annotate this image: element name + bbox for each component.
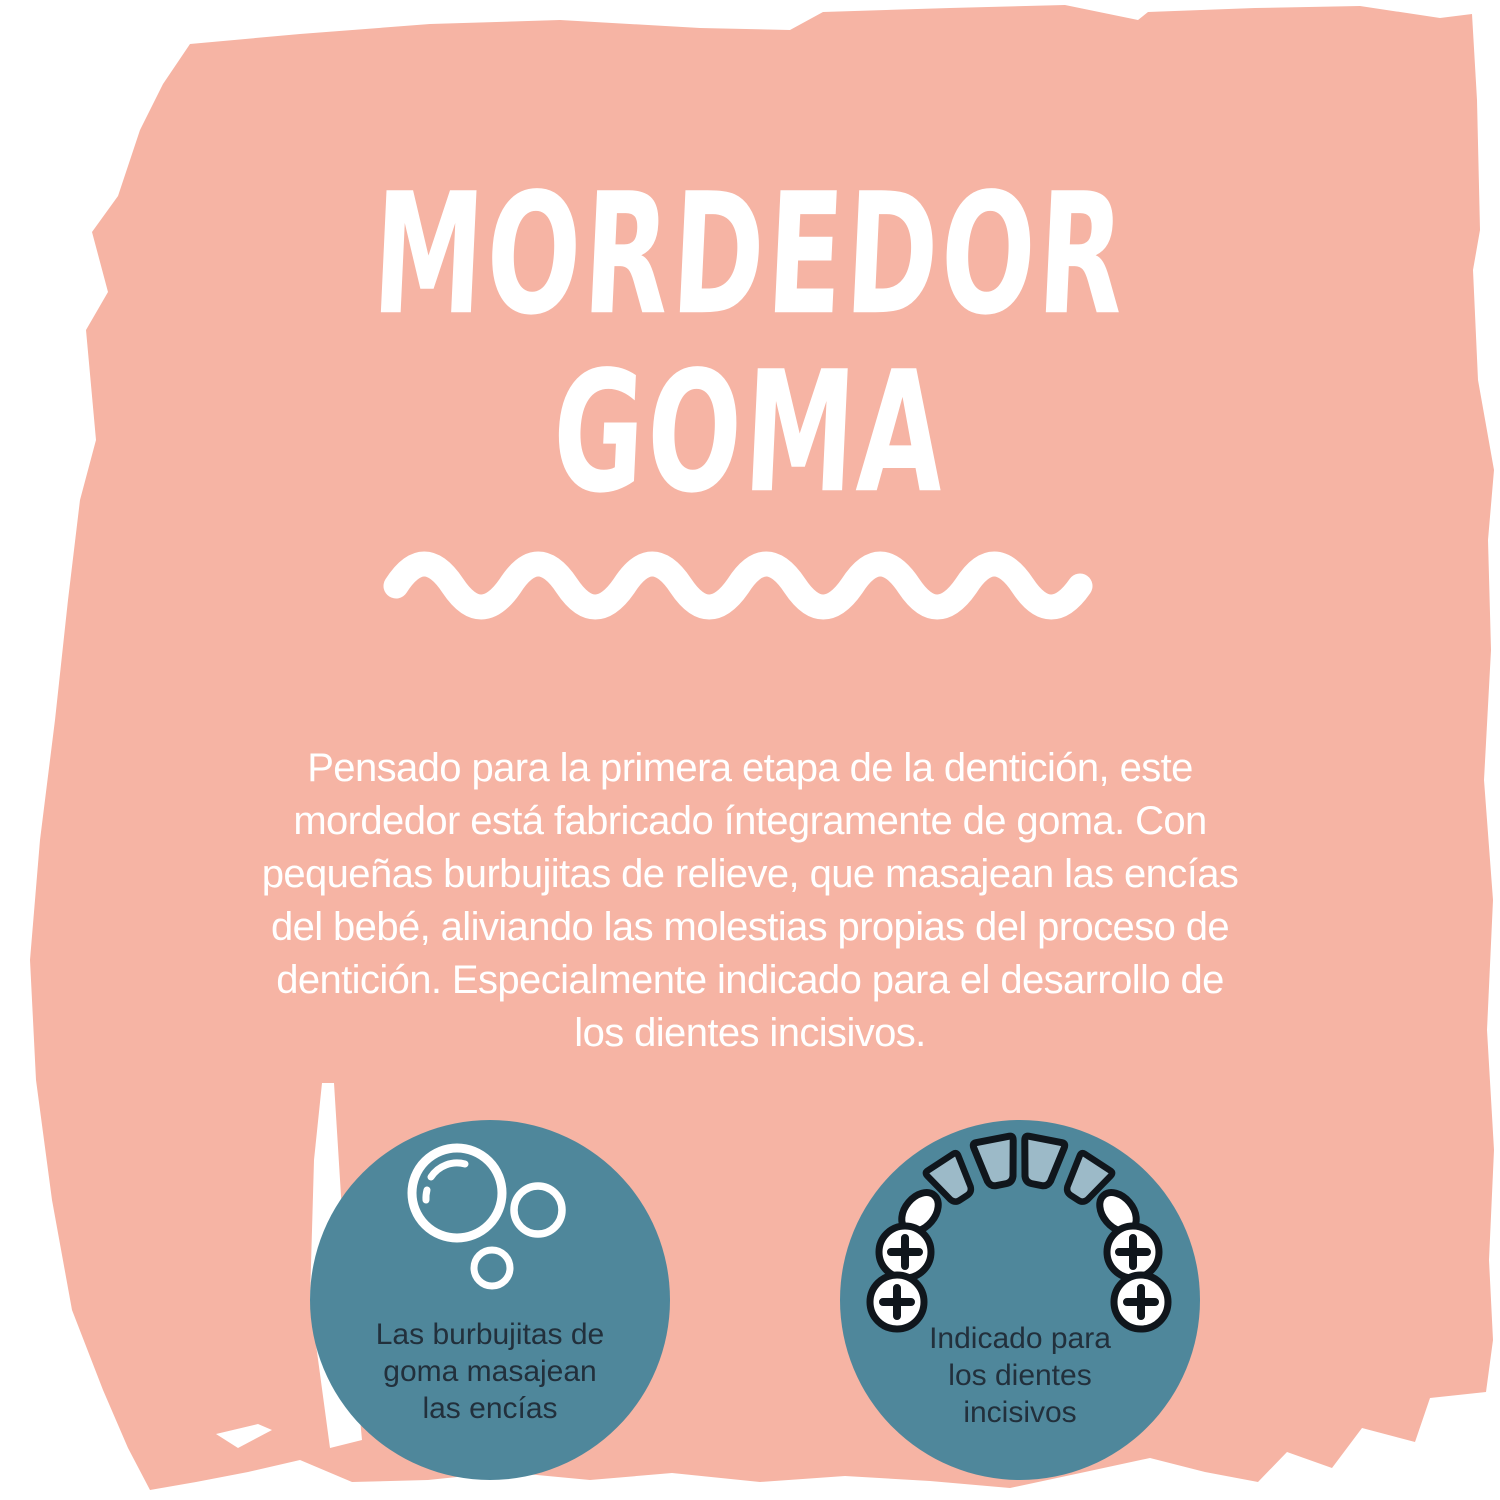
feature-teeth xyxy=(840,1120,1200,1480)
feature-label-bubbles xyxy=(310,1316,670,1427)
description-line: Pensado para la primera etapa de la dentición, este xyxy=(307,746,1193,790)
description-line: del bebé, aliviando las molestias propias del proceso de xyxy=(270,905,1230,949)
feature-label-line: incisivos xyxy=(963,1396,1077,1429)
feature-label-line: los dientes xyxy=(948,1359,1092,1392)
description-line: pequeñas burbujitas de relieve, que masajean las encías xyxy=(261,852,1239,896)
bubble-highlight-dash xyxy=(426,1190,427,1200)
title-line-1: MORDEDOR xyxy=(368,157,1132,352)
feature-label-teeth xyxy=(840,1320,1200,1431)
description-line: los dientes incisivos. xyxy=(574,1011,926,1055)
product-title xyxy=(0,157,1500,530)
feature-label-line: Indicado para xyxy=(929,1322,1111,1355)
feature-label-line: goma masajean xyxy=(383,1355,597,1388)
product-description xyxy=(0,742,1500,1060)
feature-bubbles xyxy=(310,1120,670,1480)
description-line: dentición. Especialmente indicado para el desarrollo de xyxy=(276,958,1224,1002)
title-line-2: GOMA xyxy=(548,335,952,530)
feature-label-line: Las burbujitas de xyxy=(375,1318,605,1351)
description-line: mordedor está fabricado íntegramente de goma. Con xyxy=(293,799,1207,843)
feature-label-line: las encías xyxy=(422,1392,558,1425)
